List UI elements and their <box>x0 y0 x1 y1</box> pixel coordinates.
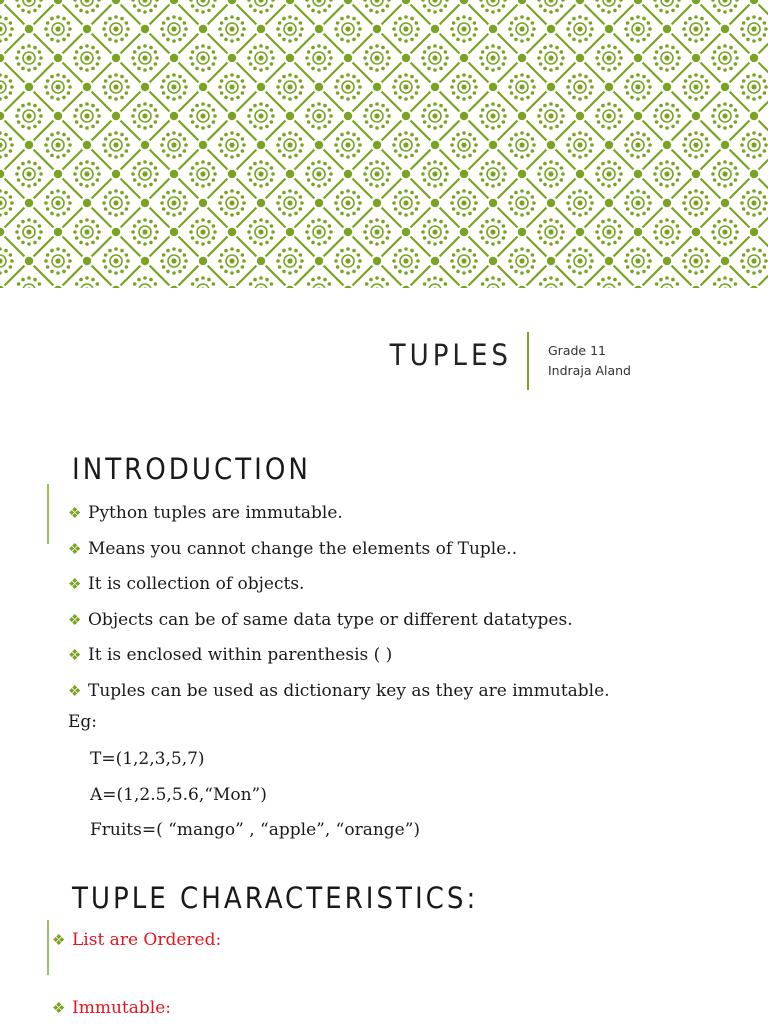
green-diamond-bullet-icon: ❖ <box>68 575 82 593</box>
example-line: Fruits=( “mango” , “apple”, “orange”) <box>90 820 421 840</box>
list-item: ❖ Python tuples are immutable. <box>68 496 610 532</box>
example-line: T=(1,2,3,5,7) <box>90 749 205 769</box>
introduction-bullet-list <box>68 496 610 709</box>
decorative-pattern-banner <box>0 0 768 288</box>
introduction-heading: INTRODUCTION <box>72 452 311 486</box>
example-line: A=(1,2.5,5.6,“Mon”) <box>90 785 267 805</box>
characteristics-bullet-list <box>52 922 221 1034</box>
green-diamond-bullet-icon: ❖ <box>68 504 82 522</box>
green-tile-pattern <box>0 0 768 288</box>
green-diamond-bullet-icon: ❖ <box>68 646 82 664</box>
characteristics-heading: TUPLE CHARACTERISTICS: <box>72 881 479 915</box>
list-item: ❖ It is collection of objects. <box>68 567 610 603</box>
presentation-title: TUPLES <box>389 338 512 372</box>
list-item: ❖ Immutable: <box>52 998 171 1018</box>
title-divider <box>527 332 529 390</box>
list-item: ❖ Means you cannot change the elements of Tuple.. <box>68 532 610 568</box>
green-diamond-bullet-icon: ❖ <box>52 999 66 1017</box>
list-item: ❖ List are Ordered: <box>52 922 221 998</box>
subtitle-author: Indraja Aland <box>548 363 631 378</box>
subtitle-block <box>548 341 631 381</box>
list-item: ❖ Objects can be of same data type or different datatypes. <box>68 603 610 639</box>
characteristics-accent-bar <box>47 920 49 975</box>
title-slide <box>0 288 768 420</box>
green-diamond-bullet-icon: ❖ <box>68 539 82 558</box>
green-diamond-bullet-icon: ❖ <box>68 681 82 700</box>
green-diamond-bullet-icon: ❖ <box>68 610 82 629</box>
list-item: ❖ It is enclosed within parenthesis ( ) <box>68 638 610 674</box>
subtitle-grade: Grade 11 <box>548 343 606 358</box>
green-diamond-bullet-icon: ❖ <box>52 931 66 949</box>
example-label: Eg: <box>68 712 98 732</box>
introduction-accent-bar <box>47 484 49 544</box>
list-item: ❖ Tuples can be used as dictionary key as they are immutable. <box>68 674 610 710</box>
